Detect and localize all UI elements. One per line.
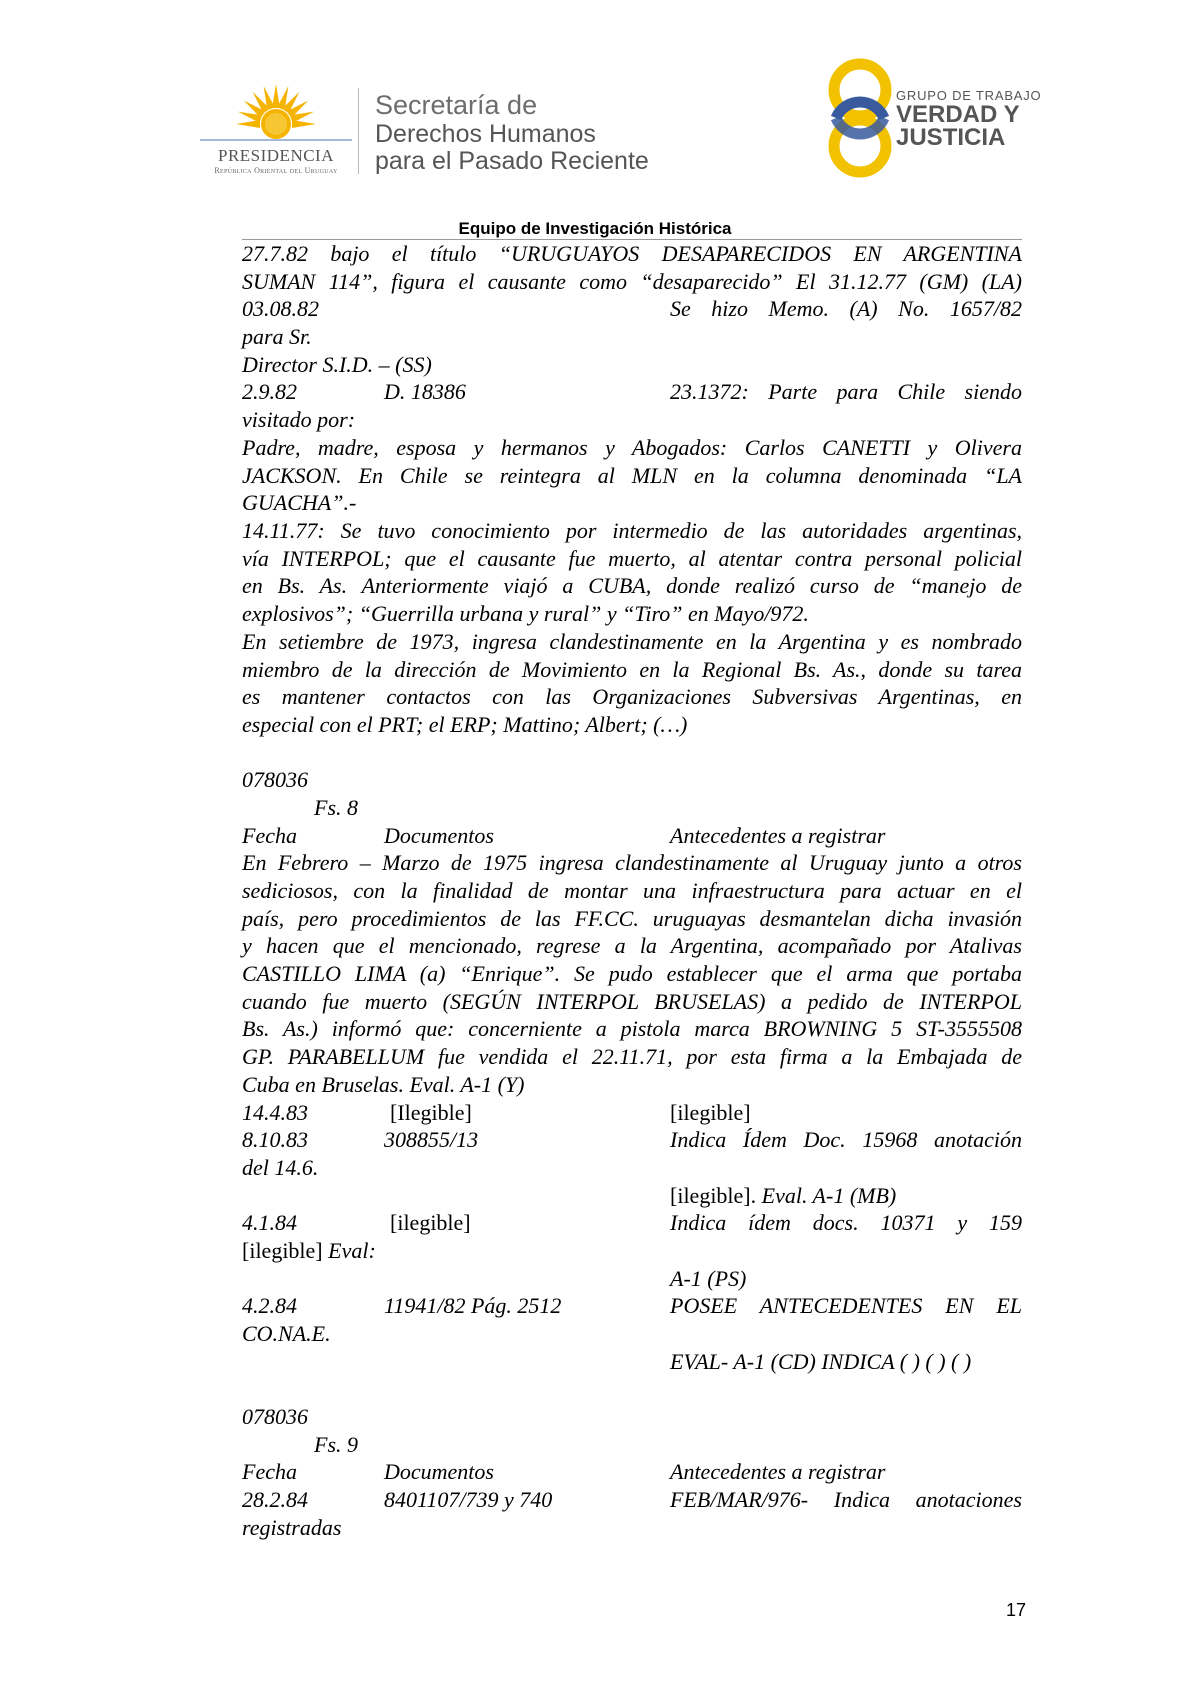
record-doc: 308855/13	[384, 1127, 479, 1152]
record-doc: D. 18386	[384, 379, 466, 404]
text-line: visitado por:	[242, 407, 356, 432]
record-continuation: EVAL- A-1 (CD) INDICA ( ) ( ) ( )	[670, 1349, 972, 1374]
folio-label: Fs. 8	[314, 795, 358, 820]
text-line: explosivos”; “Guerrilla urbana y rural” y “Tiro” en Mayo/972.	[242, 601, 809, 626]
text-line: y hacen que el mencionado, regrese a la Argentina, acompañado por Atalivas	[242, 933, 1022, 958]
record-row	[242, 1099, 1022, 1127]
text-line: Cuba en Bruselas. Eval. A-1 (Y)	[242, 1072, 525, 1097]
record-text: Indica Ídem Doc. 15968 anotación	[670, 1127, 1022, 1152]
record-doc: [Ilegible]	[390, 1100, 472, 1125]
text-line: sediciosos, con la finalidad de montar una infraestructura para actuar en el	[242, 878, 1022, 903]
col-fecha: Fecha	[242, 1459, 297, 1484]
record-row	[242, 1292, 1022, 1320]
text-line: JACKSON. En Chile se reintegra al MLN en la columna denominada “LA	[242, 463, 1022, 488]
text-line: SUMAN 114”, figura el causante como “desaparecido” El 31.12.77 (GM) (LA)	[242, 269, 1022, 294]
record-continuation: [ilegible] Eval:	[242, 1238, 376, 1263]
text-line: CASTILLO LIMA (a) “Enrique”. Se pudo establecer que el arma que portaba	[242, 961, 1022, 986]
record-date: 2.9.82	[242, 379, 297, 404]
record-date: 8.10.83	[242, 1127, 308, 1152]
record-row	[242, 1486, 1022, 1514]
text-line: 27.7.82 bajo el título “URUGUAYOS DESAPARECIDOS EN ARGENTINA	[242, 241, 1022, 266]
record-row	[242, 1209, 1022, 1237]
record-date: 4.1.84	[242, 1210, 297, 1235]
record-continuation: [ilegible]. Eval. A-1 (MB)	[670, 1183, 897, 1208]
page-number: 17	[1006, 1600, 1027, 1620]
record-row	[242, 1126, 1022, 1154]
text-line: 14.11.77: Se tuvo conocimiento por intermedio de las autoridades argentinas,	[242, 518, 1022, 543]
col-fecha: Fecha	[242, 823, 297, 848]
record-text: FEB/MAR/976- Indica anotaciones	[670, 1487, 1022, 1512]
secretaria-line-2: Derechos Humanos	[375, 120, 596, 148]
text-line: para Sr.	[242, 324, 312, 349]
record-date: 4.2.84	[242, 1293, 297, 1318]
record-date: 03.08.82	[242, 296, 319, 321]
column-headers	[242, 822, 1022, 850]
grupo-line-3: JUSTICIA	[896, 124, 1006, 151]
text-line: En Febrero – Marzo de 1975 ingresa clandestinamente al Uruguay junto a otros	[242, 850, 1022, 875]
grupo-line-1: GRUPO DE TRABAJO	[896, 88, 1042, 103]
record-row	[242, 378, 1022, 406]
folio-label: Fs. 9	[314, 1432, 358, 1457]
record-continuation: A-1 (PS)	[670, 1266, 747, 1291]
record-text: POSEE ANTECEDENTES EN EL	[670, 1293, 1022, 1318]
record-text: Indica ídem docs. 10371 y 159	[670, 1210, 1022, 1235]
record-doc: 8401107/739 y 740	[384, 1487, 553, 1512]
text-line: registradas	[242, 1515, 342, 1540]
text-line: cuando fue muerto (SEGÚN INTERPOL BRUSELAS) a pedido de INTERPOL	[242, 989, 1022, 1014]
text-line: Padre, madre, esposa y hermanos y Abogados: Carlos CANETTI y Olivera	[242, 435, 1022, 460]
text-line: especial con el PRT; el ERP; Mattino; Albert; (…)	[242, 712, 688, 737]
record-row	[242, 295, 1022, 323]
text-line: del 14.6.	[242, 1155, 319, 1180]
text-line: CO.NA.E.	[242, 1321, 331, 1346]
presidencia-label: PRESIDENCIA	[217, 146, 334, 165]
col-antecedentes: Antecedentes a registrar	[670, 823, 886, 848]
text-line: en Bs. As. Anteriormente viajó a CUBA, donde realizó curso de “manejo de	[242, 573, 1022, 598]
record-text: [ilegible]	[670, 1100, 751, 1125]
section-code: 078036	[242, 767, 308, 792]
text-line: En setiembre de 1973, ingresa clandestinamente en la Argentina y es nombrado	[242, 629, 1022, 654]
presidencia-sub-label: República Oriental del Uruguay	[214, 166, 338, 175]
text-line: miembro de la dirección de Movimiento en la Regional Bs. As., donde su tarea	[242, 657, 1022, 682]
col-documentos: Documentos	[384, 823, 494, 848]
team-title: Equipo de Investigación Histórica	[458, 219, 732, 238]
text-line: es mantener contactos con las Organizaciones Subversivas Argentinas, en	[242, 684, 1022, 709]
text-line: GUACHA”.-	[242, 490, 357, 515]
col-antecedentes: Antecedentes a registrar	[670, 1459, 886, 1484]
text-line: Director S.I.D. – (SS)	[242, 352, 432, 377]
text-line: GP. PARABELLUM fue vendida el 22.11.71, por esta firma a la Embajada de	[242, 1044, 1022, 1069]
record-text: Se hizo Memo. (A) No. 1657/82	[670, 296, 1022, 321]
record-doc: 11941/82 Pág. 2512	[384, 1293, 562, 1318]
text-line: Bs. As.) informó que: concerniente a pistola marca BROWNING 5 ST-3555508	[242, 1016, 1022, 1041]
grupo-line-2: VERDAD Y	[896, 101, 1020, 128]
col-documentos: Documentos	[384, 1459, 494, 1484]
secretaria-line-3: para el Pasado Reciente	[375, 147, 649, 175]
text-line: país, pero procedimientos de las FF.CC. uruguayas desmantelan dicha invasión	[242, 906, 1022, 931]
secretaria-line-1: Secretaría de	[375, 90, 538, 120]
logo-divider	[358, 88, 359, 174]
record-text: 23.1372: Parte para Chile siendo	[670, 379, 1022, 404]
column-headers	[242, 1458, 1022, 1486]
record-doc: [ilegible]	[390, 1210, 471, 1235]
record-date: 28.2.84	[242, 1487, 308, 1512]
section-code: 078036	[242, 1404, 308, 1429]
text-line: vía INTERPOL; que el causante fue muerto, al atentar contra personal policial	[242, 546, 1022, 571]
verdad-justicia-rings-icon	[818, 56, 908, 180]
record-date: 14.4.83	[242, 1100, 308, 1125]
